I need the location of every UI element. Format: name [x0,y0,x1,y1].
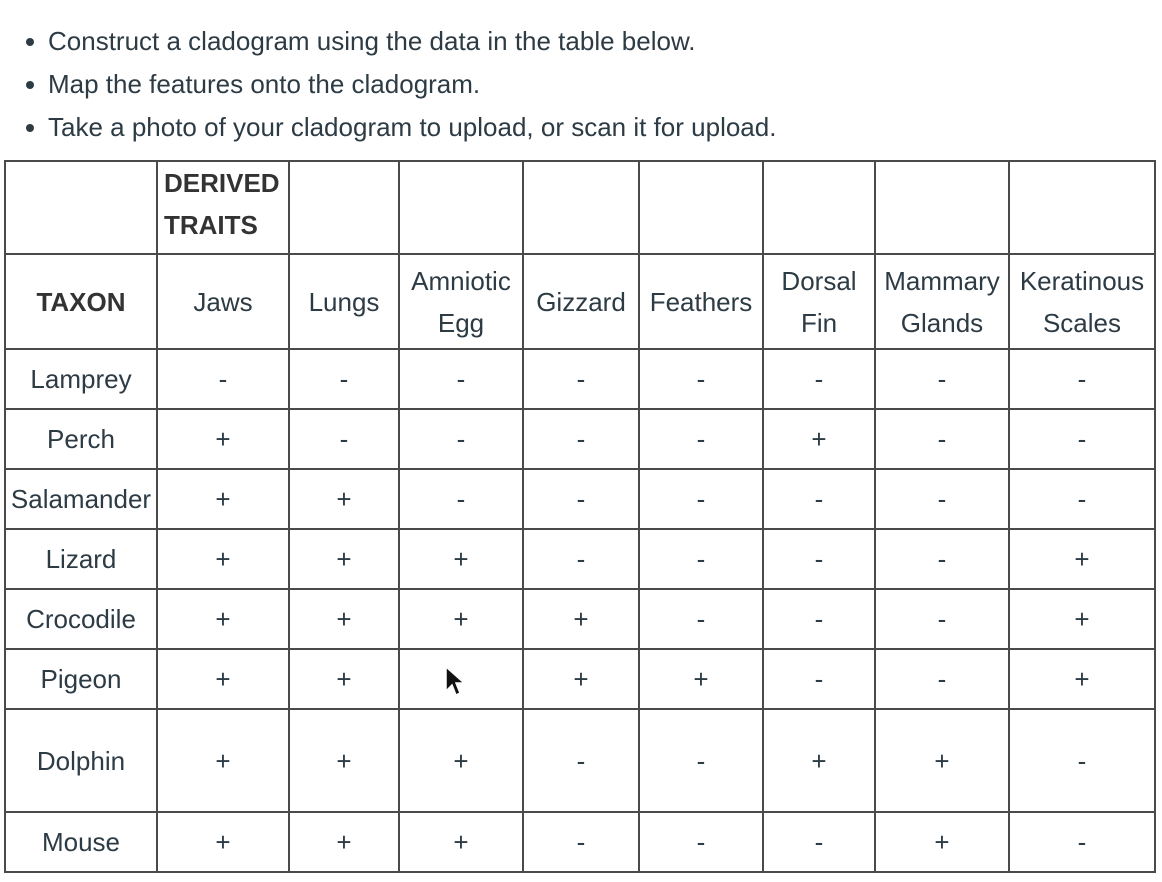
trait-value-cell: - [875,409,1009,469]
trait-value-cell: - [639,812,763,872]
trait-value-cell: + [157,409,289,469]
trait-header-line1: Mammary [884,265,1000,296]
trait-value-cell: - [763,649,875,709]
trait-value-cell: + [639,649,763,709]
table-row [5,589,1155,649]
trait-value-cell: + [1009,589,1155,649]
table-row [5,469,1155,529]
trait-value-cell: - [523,409,639,469]
derived-label-line2: TRAITS [164,210,258,240]
taxon-name: Salamander [5,469,157,529]
trait-value-cell: + [157,812,289,872]
trait-value-cell: - [523,469,639,529]
empty-header-cell [1009,161,1155,254]
trait-header-line1: Lungs [308,286,380,317]
trait-value-cell: + [875,812,1009,872]
bullet-icon [26,81,34,89]
trait-value-cell: - [157,349,289,409]
trait-value-cell: - [399,349,523,409]
trait-value-cell: + [289,469,399,529]
trait-value-cell: + [1009,529,1155,589]
trait-value-cell: + [289,812,399,872]
derived-label-line1: DERIVED [164,168,280,198]
trait-value-cell: + [157,529,289,589]
trait-value-cell: - [639,529,763,589]
trait-value-cell: - [639,589,763,649]
empty-header-cell [639,161,763,254]
trait-header [639,254,763,349]
trait-header [523,254,639,349]
empty-corner-cell [5,161,157,254]
trait-value-cell: + [157,589,289,649]
trait-value-cell: + [399,589,523,649]
trait-value-cell: - [639,349,763,409]
table-row [5,812,1155,872]
trait-value-cell: - [875,649,1009,709]
derived-traits-table [4,160,1156,873]
trait-value-cell: - [875,469,1009,529]
empty-header-cell [399,161,523,254]
trait-value-cell: - [763,469,875,529]
instruction-item [0,106,776,149]
trait-value-cell: - [875,529,1009,589]
instruction-text: Take a photo of your cladogram to upload, or scan it for upload. [48,112,777,142]
trait-value-cell: - [1009,812,1155,872]
trait-value-cell: + [157,469,289,529]
trait-value-cell: - [289,349,399,409]
instruction-text: Map the features onto the cladogram. [48,69,481,99]
trait-header-line1: Feathers [649,286,753,317]
bullet-icon [26,124,34,132]
trait-value-cell: - [399,469,523,529]
trait-header-line2: Fin [800,307,838,338]
trait-header [763,254,875,349]
trait-value-cell: - [523,709,639,812]
trait-value-cell: - [763,589,875,649]
trait-value-cell: - [523,529,639,589]
trait-header-line1: Keratinous [1019,265,1145,296]
trait-header-line1: Amniotic [411,265,511,296]
trait-value-cell: + [523,589,639,649]
trait-header-line1: Jaws [193,286,253,317]
trait-value-cell: + [157,649,289,709]
trait-value-cell: - [523,349,639,409]
trait-value-cell: + [157,709,289,812]
trait-value-cell: - [1009,469,1155,529]
trait-value-cell: - [875,349,1009,409]
trait-header-line1: Gizzard [536,286,626,317]
trait-value-cell: + [289,649,399,709]
trait-value-cell: - [875,589,1009,649]
table-row [5,709,1155,812]
table-row [5,409,1155,469]
trait-value-cell: + [523,649,639,709]
trait-value-cell: - [763,812,875,872]
trait-value-cell: - [639,409,763,469]
empty-header-cell [523,161,639,254]
trait-value-cell: - [289,409,399,469]
trait-header-line1: Dorsal [781,265,857,296]
trait-value-cell: - [639,709,763,812]
mouse-pointer-icon [444,665,466,697]
derived-traits-row [5,161,1155,254]
trait-value-cell: - [1009,409,1155,469]
trait-header-line2: Glands [900,307,984,338]
trait-value-cell: - [763,529,875,589]
trait-value-cell: + [399,529,523,589]
table-row [5,529,1155,589]
taxon-name: Lizard [5,529,157,589]
trait-value-cell: + [1009,649,1155,709]
taxon-name: Mouse [5,812,157,872]
instruction-item [0,20,776,63]
instruction-text: Construct a cladogram using the data in the table below. [48,26,696,56]
trait-header [157,254,289,349]
trait-value-cell: - [523,812,639,872]
trait-value-cell: + [289,709,399,812]
taxon-name: Dolphin [5,709,157,812]
trait-value-cell: + [763,709,875,812]
trait-header-line2: Egg [437,307,485,338]
empty-header-cell [289,161,399,254]
trait-value-cell: - [763,349,875,409]
trait-header [1009,254,1155,349]
taxon-name: Crocodile [5,589,157,649]
instruction-item [0,63,776,106]
trait-value-cell: - [399,409,523,469]
trait-value-cell: + [289,589,399,649]
table-row [5,349,1155,409]
bullet-icon [26,38,34,46]
trait-header [399,254,523,349]
table-row [5,649,1155,709]
trait-value-cell: + [763,409,875,469]
instruction-list [0,20,776,149]
taxon-header: TAXON [5,254,157,349]
trait-value-cell: + [875,709,1009,812]
taxon-name: Perch [5,409,157,469]
trait-value-cell: - [1009,349,1155,409]
trait-value-cell: + [399,709,523,812]
taxon-name: Pigeon [5,649,157,709]
empty-header-cell [763,161,875,254]
trait-header-line2: Scales [1042,307,1122,338]
derived-traits-header [157,161,289,254]
empty-header-cell [875,161,1009,254]
trait-value-cell: + [399,812,523,872]
trait-value-cell: - [639,469,763,529]
trait-value-cell: - [1009,709,1155,812]
header-row [5,254,1155,349]
trait-header [875,254,1009,349]
trait-value-cell: + [289,529,399,589]
taxon-name: Lamprey [5,349,157,409]
trait-header [289,254,399,349]
